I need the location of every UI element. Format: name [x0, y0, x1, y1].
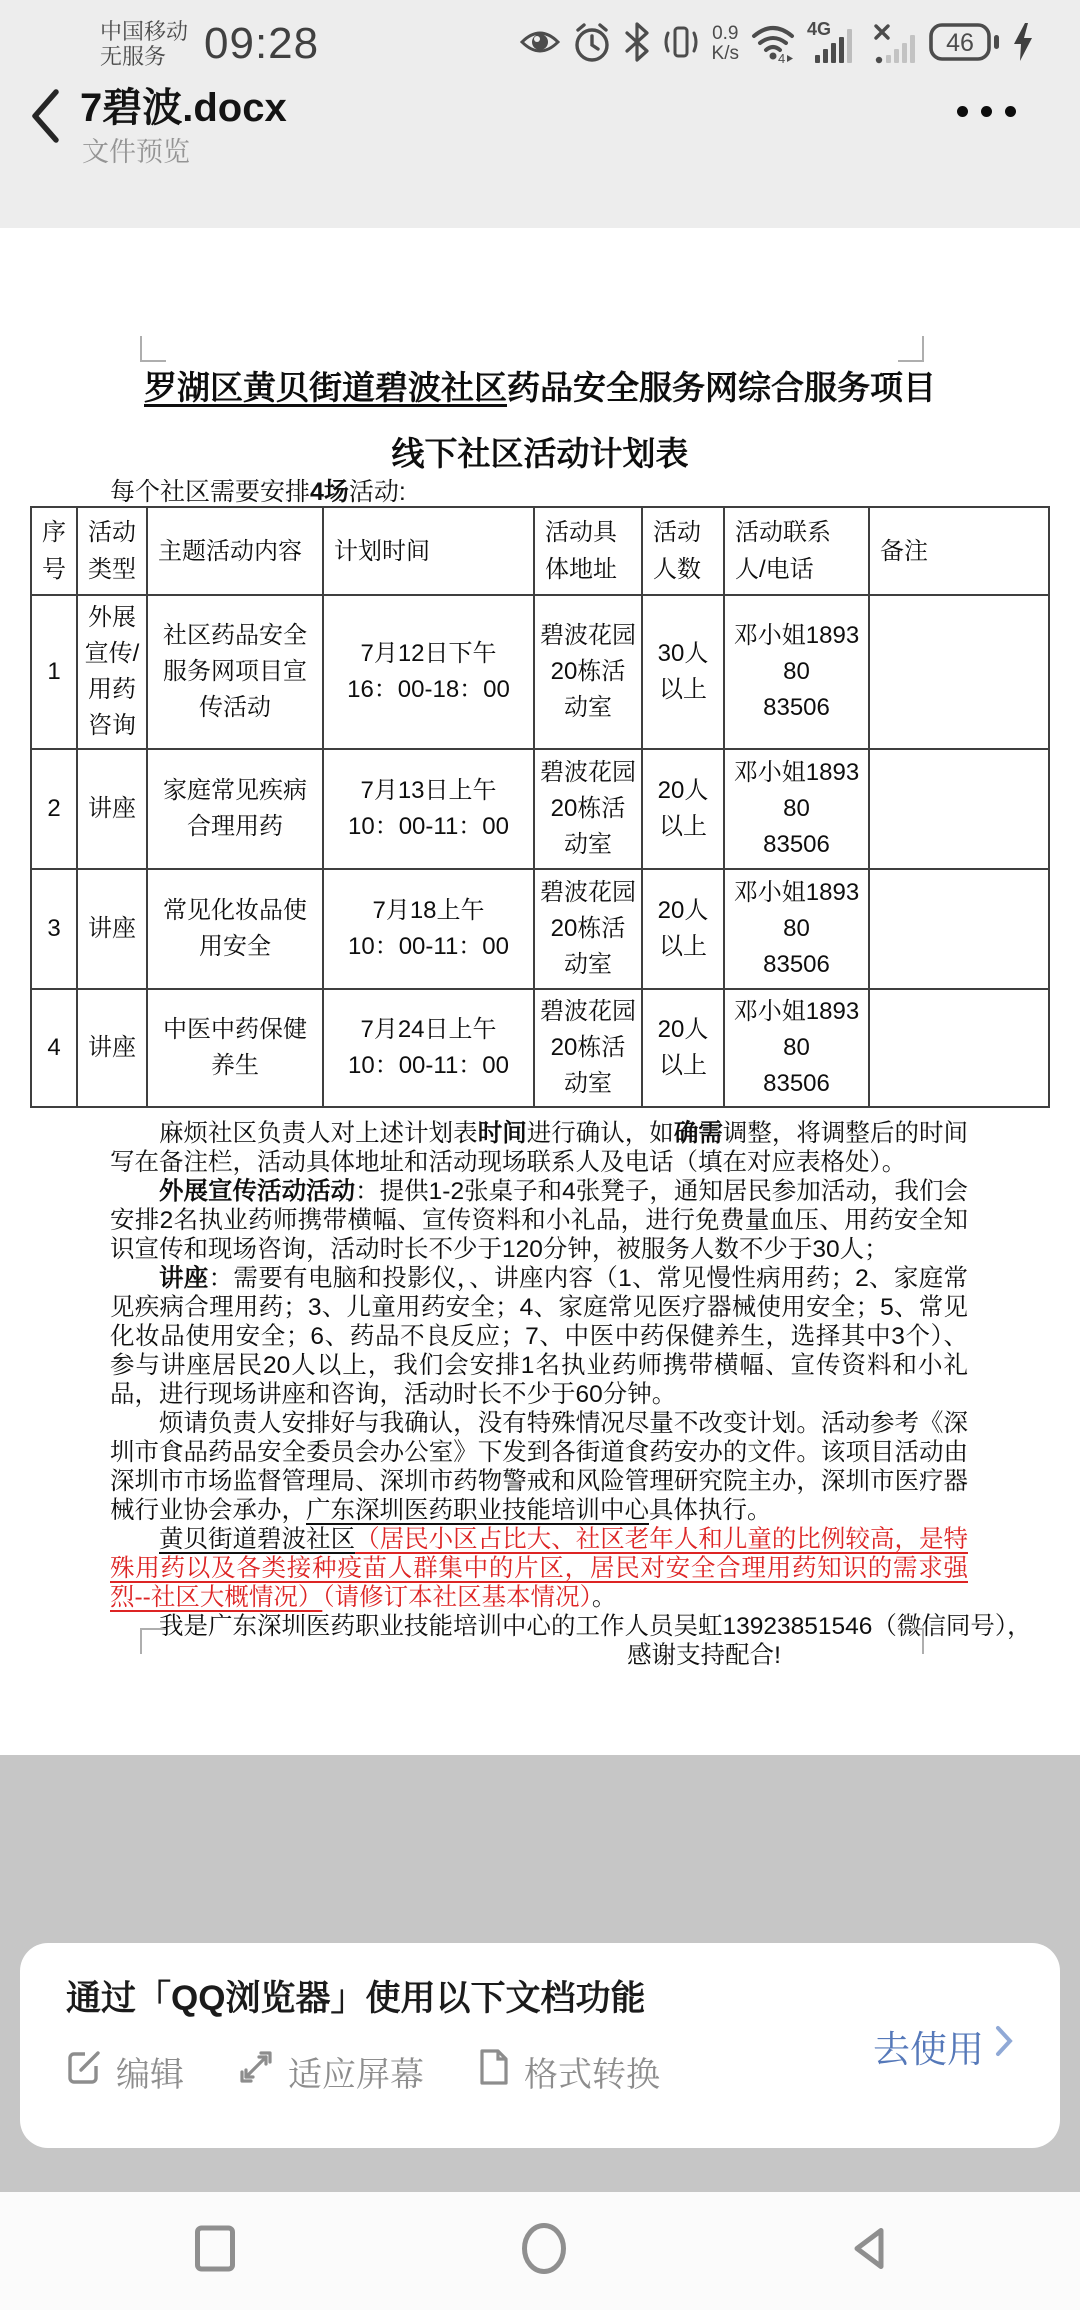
back-button[interactable] [28, 88, 62, 149]
table-row [31, 595, 1049, 749]
document-paragraph: 感谢支持配合! [627, 1642, 781, 1669]
fit-screen-feature[interactable] [238, 2047, 424, 2096]
table-cell: 碧波花园20栋活动室 [534, 595, 642, 749]
table-cell: 2 [31, 749, 77, 869]
column-header: 计划时间 [323, 507, 534, 595]
table-row [31, 749, 1049, 869]
table-cell [869, 595, 1049, 749]
table-cell [869, 989, 1049, 1107]
battery-icon [929, 20, 1001, 69]
more-options-button[interactable] [957, 106, 1016, 117]
use-now-label: 去使用 [873, 2028, 984, 2070]
table-row [31, 869, 1049, 989]
fit-screen-icon [238, 2049, 274, 2094]
network-speed: 0.9 K/s [711, 23, 739, 64]
svg-text:4G: 4G [807, 19, 832, 39]
table-cell: 碧波花园20栋活动室 [534, 749, 642, 869]
column-header: 活动具体地址 [534, 507, 642, 595]
android-nav-bar [0, 2192, 1080, 2310]
status-bar [0, 8, 1080, 80]
vibrate-icon [661, 21, 701, 68]
format-convert-icon [478, 2048, 510, 2095]
status-time: 09:28 [204, 19, 320, 68]
recents-square-icon[interactable] [194, 2225, 236, 2278]
document-paragraph: 麻烦社区负责人对上述计划表时间进行确认，如确需调整，将调整后的时间写在备注栏，活动具体地址和活动现场联系人及电话（填在对应表格处）。 [110, 1120, 968, 1176]
signal-no-service-icon [872, 20, 918, 69]
doc-body-text [110, 1119, 1032, 1670]
table-row [31, 989, 1049, 1107]
column-header: 活动类型 [77, 507, 147, 595]
table-cell: 30人以上 [642, 595, 724, 749]
column-header: 序号 [31, 507, 77, 595]
table-cell: 碧波花园20栋活动室 [534, 989, 642, 1107]
doc-title: 罗湖区黄贝街道碧波社区药品安全服务网综合服务项目 [144, 369, 936, 406]
table-cell: 7月12日下午 16：00-18：00 [323, 595, 534, 749]
document-preview[interactable] [0, 228, 1080, 1755]
crop-mark-bottom-right [898, 1628, 924, 1654]
crop-mark-top-left [140, 336, 166, 362]
table-cell: 4 [31, 989, 77, 1107]
activity-plan-table [30, 506, 1050, 1108]
use-now-button[interactable] [873, 2019, 1014, 2073]
edit-icon [66, 2049, 102, 2094]
eye-protection-icon [520, 27, 560, 62]
table-cell: 讲座 [77, 749, 147, 869]
svg-text:4: 4 [778, 50, 786, 63]
table-cell: 1 [31, 595, 77, 749]
table-cell: 讲座 [77, 869, 147, 989]
table-header-row [31, 507, 1049, 595]
column-header: 备注 [869, 507, 1049, 595]
table-cell: 7月24日上午 10：00-11：00 [323, 989, 534, 1107]
wifi-icon [750, 21, 796, 68]
back-triangle-icon[interactable] [848, 2225, 890, 2278]
document-paragraph: 烦请负责人安排好与我确认，没有特殊情况尽量不改变计划。活动参考《深圳市食品药品安全委员会办公室》下发到各街道食药安办的文件。该项目活动由深圳市市场监督管理局、深圳市药物警戒和风险管理研究院主办，深圳市医疗器械行业协会承办，广东深圳医药职业技能培训中心具体执行。 [110, 1410, 968, 1524]
document-paragraph: 讲座：需要有电脑和投影仪，、讲座内容（1、常见慢性病用药；2、家庭常见疾病合理用药；3、儿童用药安全；4、家庭常见医疗器械使用安全；5、常见化妆品使用安全；6、药品不良反应；7、中医中药保健养生，选择其中3个）、参与讲座居民20人以上，我们会安排1名执业药师携带横幅、宣传资料和小礼品，进行现场讲座和咨询，活动时长不少于60分钟。 [110, 1265, 968, 1408]
table-cell: 碧波花园20栋活动室 [534, 869, 642, 989]
qq-browser-banner [20, 1943, 1060, 2148]
alarm-icon [571, 21, 613, 68]
format-convert-label: 格式转换 [524, 2056, 660, 2094]
table-cell: 7月18上午 10：00-11：00 [323, 869, 534, 989]
table-cell: 20人以上 [642, 749, 724, 869]
table-cell: 中医中药保健养生 [147, 989, 323, 1107]
table-cell: 外展宣传/用药咨询 [77, 595, 147, 749]
status-icons [520, 20, 1034, 69]
carrier-line2: 无服务 [100, 44, 167, 69]
carrier-label [100, 19, 188, 69]
banner-features [66, 2047, 660, 2096]
table-cell: 邓小姐189380 83506 [724, 869, 869, 989]
svg-text:46: 46 [946, 28, 974, 57]
table-cell: 邓小姐189380 83506 [724, 595, 869, 749]
column-header: 活动联系人/电话 [724, 507, 869, 595]
document-paragraph: 我是广东深圳医药职业技能培训中心的工作人员吴虹13923851546（微信同号）， [159, 1613, 1032, 1640]
column-header: 主题活动内容 [147, 507, 323, 595]
table-cell: 20人以上 [642, 989, 724, 1107]
table-cell: 20人以上 [642, 869, 724, 989]
table-cell: 社区药品安全服务网项目宣传活动 [147, 595, 323, 749]
table-cell: 讲座 [77, 989, 147, 1107]
crop-mark-bottom-left [140, 1628, 166, 1654]
signal-4g-icon [807, 20, 861, 69]
edit-feature[interactable] [66, 2047, 184, 2096]
format-convert-feature[interactable] [478, 2047, 660, 2096]
banner-title: 通过「QQ浏览器」使用以下文档功能 [66, 1979, 646, 2018]
document-paragraph: 外展宣传活动活动：提供1-2张桌子和4张凳子，通知居民参加活动，我们会安排2名执业药师携带横幅、宣传资料和小礼品，进行免费量血压、用药安全知识宣传和现场咨询，活动时长不少于120分钟，被服务人数不少于30人； [110, 1178, 968, 1263]
charging-bolt-icon [1012, 22, 1034, 67]
table-cell: 常见化妆品使用安全 [147, 869, 323, 989]
table-cell: 7月13日上午 10：00-11：00 [323, 749, 534, 869]
bluetooth-icon [624, 21, 650, 68]
file-title: 7碧波.docx [80, 86, 287, 130]
table-cell: 3 [31, 869, 77, 989]
doc-intro: 每个社区需要安排4场活动: [110, 478, 406, 506]
document-paragraph: 黄贝街道碧波社区（居民小区占比大、社区老年人和儿童的比例较高，是特殊用药以及各类接种疫苗人群集中的片区，居民对安全合理用药知识的需求强烈--社区大概情况）（请修订本社区基本情况）。 [110, 1526, 968, 1611]
status-and-header-bar [0, 0, 1080, 228]
table-cell: 邓小姐189380 83506 [724, 989, 869, 1107]
table-cell [869, 869, 1049, 989]
doc-subtitle: 线下社区活动计划表 [391, 435, 689, 472]
file-preview-label: 文件预览 [82, 137, 190, 167]
home-circle-icon[interactable] [521, 2223, 567, 2280]
chevron-right-icon [994, 2023, 1014, 2068]
fit-screen-label: 适应屏幕 [288, 2056, 424, 2094]
carrier-line1: 中国移动 [100, 19, 189, 44]
edit-label: 编辑 [116, 2056, 184, 2094]
table-cell: 邓小姐189380 83506 [724, 749, 869, 869]
column-header: 活动人数 [642, 507, 724, 595]
table-cell: 家庭常见疾病合理用药 [147, 749, 323, 869]
crop-mark-top-right [898, 336, 924, 362]
table-cell [869, 749, 1049, 869]
